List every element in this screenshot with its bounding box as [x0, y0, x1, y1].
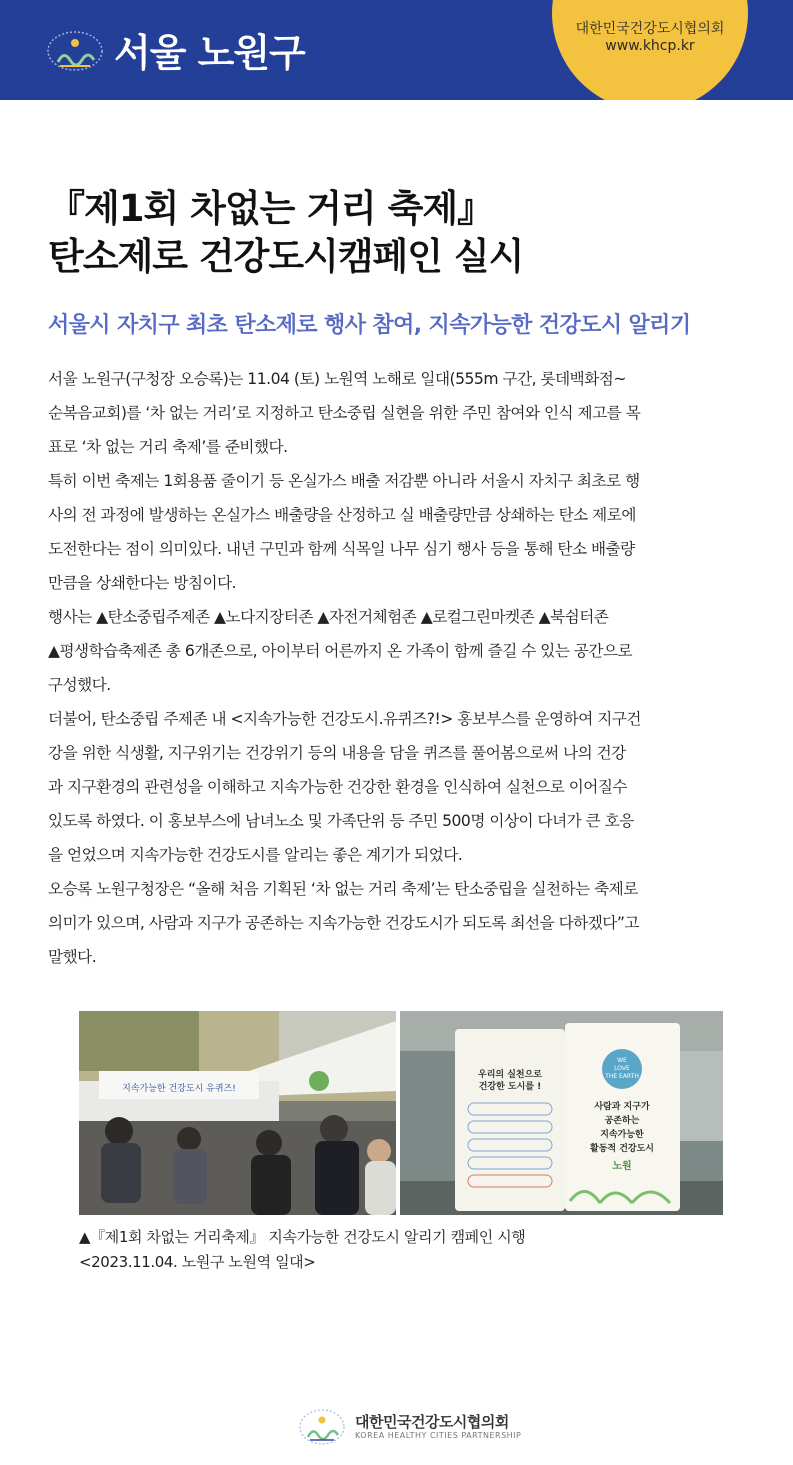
body-line: 강을 위한 식생활, 지구위기는 건강위기 등의 내용을 담을 퀴즈를 풀어봄으로써 나의 건강 — [48, 744, 626, 762]
banner2-line: 지속가능한 — [600, 1130, 644, 1140]
body-line: 과 지구환경의 관련성을 이해하고 지속가능한 건강한 환경을 인식하여 실천으로 이어질수 — [48, 778, 627, 796]
healthy-city-logo-icon — [298, 1408, 346, 1446]
banner2-line: 노원 — [612, 1161, 632, 1172]
article-subtitle: 서울시 자치구 최초 탄소제로 행사 참여, 지속가능한 건강도시 알리기 — [48, 313, 691, 338]
banner2-line: 활동적 건강도시 — [590, 1144, 654, 1154]
body-line: 특히 이번 축제는 1회용품 줄이기 등 온실가스 배출 저감뿐 아니라 서울시 자치구 최초로 행 — [48, 472, 640, 490]
photo-banners — [400, 1011, 723, 1215]
body-line: 오승록 노원구청장은 “올해 처음 기획된 ‘차 없는 거리 축제’는 탄소중립을 실천하는 축제로 — [48, 880, 638, 898]
banner2-line: 사람과 지구가 — [594, 1102, 650, 1112]
footer-org-name-en: KOREA HEALTHY CITIES PARTNERSHIP — [355, 1431, 522, 1440]
footer-org-name: 대한민국건강도시협의회 — [355, 1413, 509, 1431]
body-line: 행사는 ▲탄소중립주제존 ▲노다지장터존 ▲자전거체험존 ▲로컬그린마켓존 ▲북쉼터존 — [48, 608, 609, 626]
body-line: 더불어, 탄소중립 주제존 내 <지속가능한 건강도시.유퀴즈?!> 홍보부스를 운영하여 지구건 — [48, 710, 641, 728]
booth-sign-text: 지속가능한 건강도시 유퀴즈! — [122, 1084, 236, 1094]
body-line: 구성했다. — [48, 676, 111, 694]
caption-line: ▲『제1회 차없는 거리축제』 지속가능한 건강도시 알리기 캠페인 시행 — [79, 1228, 526, 1246]
article-title — [48, 185, 748, 281]
caption-line: <2023.11.04. 노원구 노원역 일대> — [79, 1253, 316, 1271]
earth-badge-line: THE EARTH — [605, 1073, 639, 1080]
banner1-line: 건강한 도시를 ! — [478, 1082, 542, 1092]
body-line: 순복음교회)를 ‘차 없는 거리’로 지정하고 탄소중립 실현을 위한 주민 참여와 인식 제고를 목 — [48, 404, 641, 422]
body-line: 있도록 하였다. 이 홍보부스에 남녀노소 및 가족단위 등 주민 500명 이상이 다녀가 큰 호응 — [48, 812, 634, 830]
banner2-line: 공존하는 — [604, 1116, 640, 1126]
photo-booth-illustration — [79, 1011, 396, 1215]
body-line: 을 얻었으며 지속가능한 건강도시를 알리는 좋은 계기가 되었다. — [48, 846, 463, 864]
body-line: 만큼을 상쇄한다는 방침이다. — [48, 574, 237, 592]
page-title: 서울 노원구 — [114, 31, 305, 75]
photo-booth — [79, 1011, 396, 1215]
org-name: 대한민국건강도시협의회 — [575, 21, 725, 37]
banner1-line: 우리의 실천으로 — [478, 1070, 542, 1080]
body-line: 표로 ‘차 없는 거리 축제’를 준비했다. — [48, 438, 288, 456]
header-bar — [0, 0, 793, 100]
body-line: 의미가 있으며, 사람과 지구가 공존하는 지속가능한 건강도시가 되도록 최선을 다하겠다”고 — [48, 914, 639, 932]
org-url[interactable]: www.khcp.kr — [605, 38, 695, 54]
body-line: 사의 전 과정에 발생하는 온실가스 배출량을 산정하고 실 배출량만큼 상쇄하는 탄소 제로에 — [48, 506, 636, 524]
body-line: 도전한다는 점이 의미있다. 내년 구민과 함께 식목일 나무 심기 행사 등을 통해 탄소 배출량 — [48, 540, 635, 558]
earth-badge-line: WE — [617, 1057, 627, 1064]
healthy-city-logo-icon — [46, 30, 104, 72]
body-line: ▲평생학습축제존 총 6개존으로, 아이부터 어른까지 온 가족이 함께 즐길 수 있는 공간으로 — [48, 642, 633, 660]
body-line: 말했다. — [48, 948, 97, 966]
photo-banners-illustration — [400, 1011, 723, 1215]
body-line: 서울 노원구(구청장 오승록)는 11.04 (토) 노원역 노해로 일대(555m 구간, 롯데백화점~ — [48, 370, 626, 388]
article-body — [48, 362, 748, 974]
photo-caption — [79, 1225, 719, 1275]
title-line: 탄소제로 건강도시캠페인 실시 — [48, 235, 524, 278]
earth-badge-line: LOVE — [614, 1065, 630, 1072]
title-line: 『제1회 차없는 거리 축제』 — [48, 187, 494, 230]
